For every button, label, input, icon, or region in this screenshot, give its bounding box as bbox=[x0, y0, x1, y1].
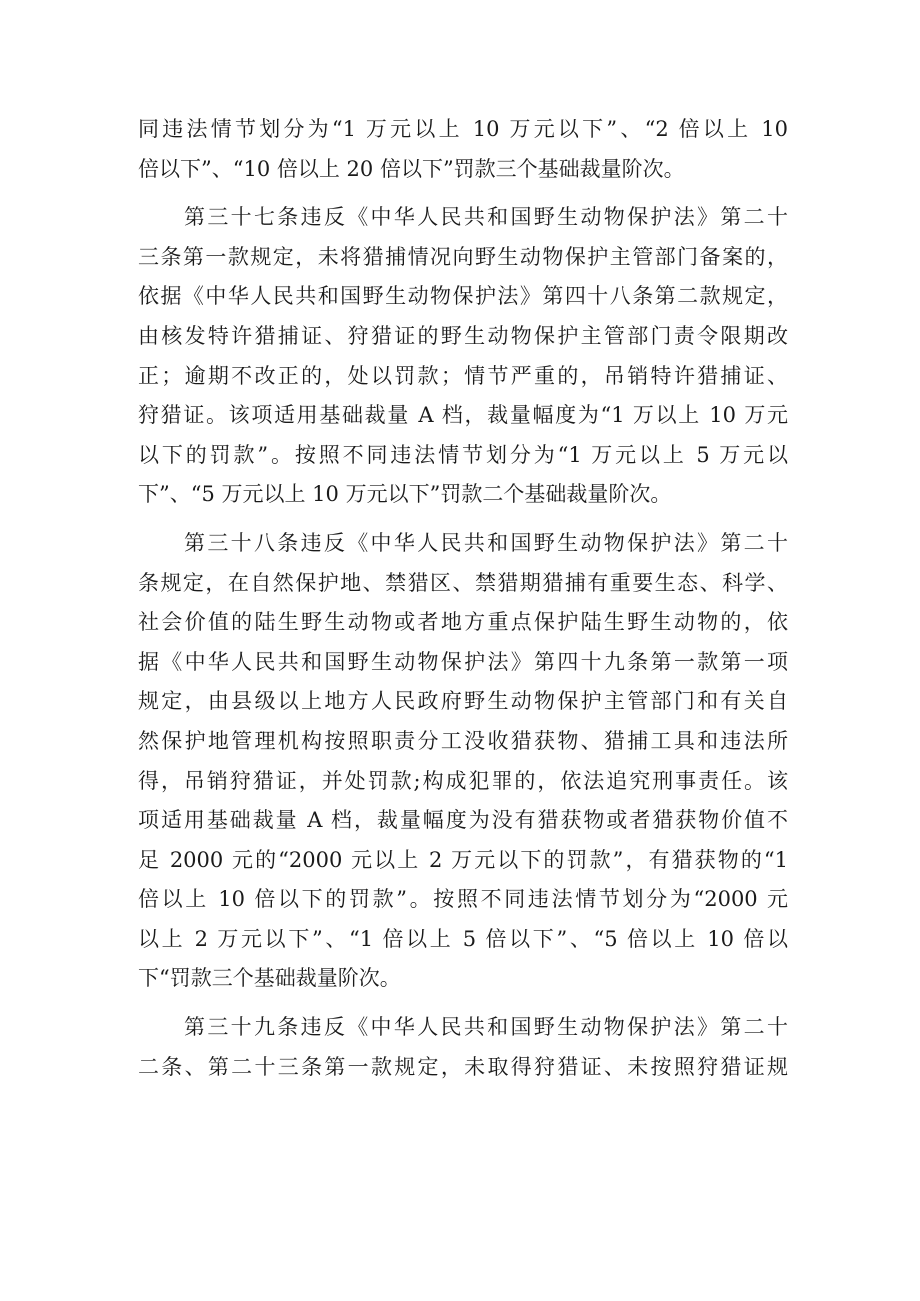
text-line: 以下的罚款”。按照不同违法情节划分为“1 万元以上 5 万元以 bbox=[138, 442, 788, 467]
text-line: 正；逾期不改正的，处以罚款；情节严重的，吊销特许猎捕证、 bbox=[138, 363, 788, 388]
text-line: 倍以上 10 倍以下的罚款”。按照不同违法情节划分为“2000 元 bbox=[138, 887, 788, 912]
text-line: 依据《中华人民共和国野生动物保护法》第四十八条第二款规定， bbox=[138, 284, 788, 309]
text-line: 三条第一款规定，未将猎捕情况向野生动物保护主管部门备案的， bbox=[138, 244, 788, 269]
text-line: 第三十八条违反《中华人民共和国野生动物保护法》第二十 bbox=[184, 530, 788, 555]
text-line: 条规定，在自然保护地、禁猎区、禁猎期猎捕有重要生态、科学、 bbox=[138, 570, 788, 595]
text-line: 下“罚款三个基础裁量阶次。 bbox=[138, 966, 401, 991]
text-line: 下”、“5 万元以上 10 万元以下”罚款二个基础裁量阶次。 bbox=[138, 482, 672, 507]
text-line: 项适用基础裁量 A 档，裁量幅度为没有猎获物或者猎获物价值不 bbox=[138, 808, 788, 833]
paragraph-gap bbox=[138, 515, 788, 524]
text-line: 得，吊销狩猎证，并处罚款;构成犯罪的，依法追究刑事责任。该 bbox=[138, 768, 788, 793]
text-line: 狩猎证。该项适用基础裁量 A 档，裁量幅度为“1 万以上 10 万元 bbox=[138, 403, 788, 428]
text-line: 然保护地管理机构按照职责分工没收猎获物、猎捕工具和违法所 bbox=[138, 728, 788, 753]
text-line: 同违法情节划分为“1 万元以上 10 万元以下”、“2 倍以上 10 bbox=[138, 117, 788, 141]
paragraph bbox=[138, 110, 788, 189]
text-line: 足 2000 元的“2000 元以上 2 万元以下的罚款”，有猎获物的“1 bbox=[138, 847, 788, 872]
text-line: 第三十九条违反《中华人民共和国野生动物保护法》第二十 bbox=[184, 1015, 788, 1040]
text-line: 社会价值的陆生野生动物或者地方重点保护陆生野生动物的，依 bbox=[138, 610, 788, 635]
document-body bbox=[138, 110, 788, 1087]
text-line: 由核发特许猎捕证、狩猎证的野生动物保护主管部门责令限期改 bbox=[138, 323, 788, 348]
text-line: 以上 2 万元以下”、“1 倍以上 5 倍以下”、“5 倍以上 10 倍以 bbox=[138, 926, 788, 951]
text-line: 二条、第二十三条第一款规定，未取得狩猎证、未按照狩猎证规 bbox=[138, 1054, 788, 1079]
paragraph bbox=[138, 524, 788, 999]
text-line: 据《中华人民共和国野生动物保护法》第四十九条第一款第一项 bbox=[138, 649, 788, 674]
paragraph bbox=[138, 198, 788, 515]
text-line: 第三十七条违反《中华人民共和国野生动物保护法》第二十 bbox=[184, 205, 788, 230]
text-line: 倍以下”、“10 倍以上 20 倍以下”罚款三个基础裁量阶次。 bbox=[138, 156, 685, 181]
paragraph-gap bbox=[138, 999, 788, 1008]
paragraph bbox=[138, 1008, 788, 1087]
text-line: 规定，由县级以上地方人民政府野生动物保护主管部门和有关自 bbox=[138, 689, 788, 714]
paragraph-gap bbox=[138, 189, 788, 198]
